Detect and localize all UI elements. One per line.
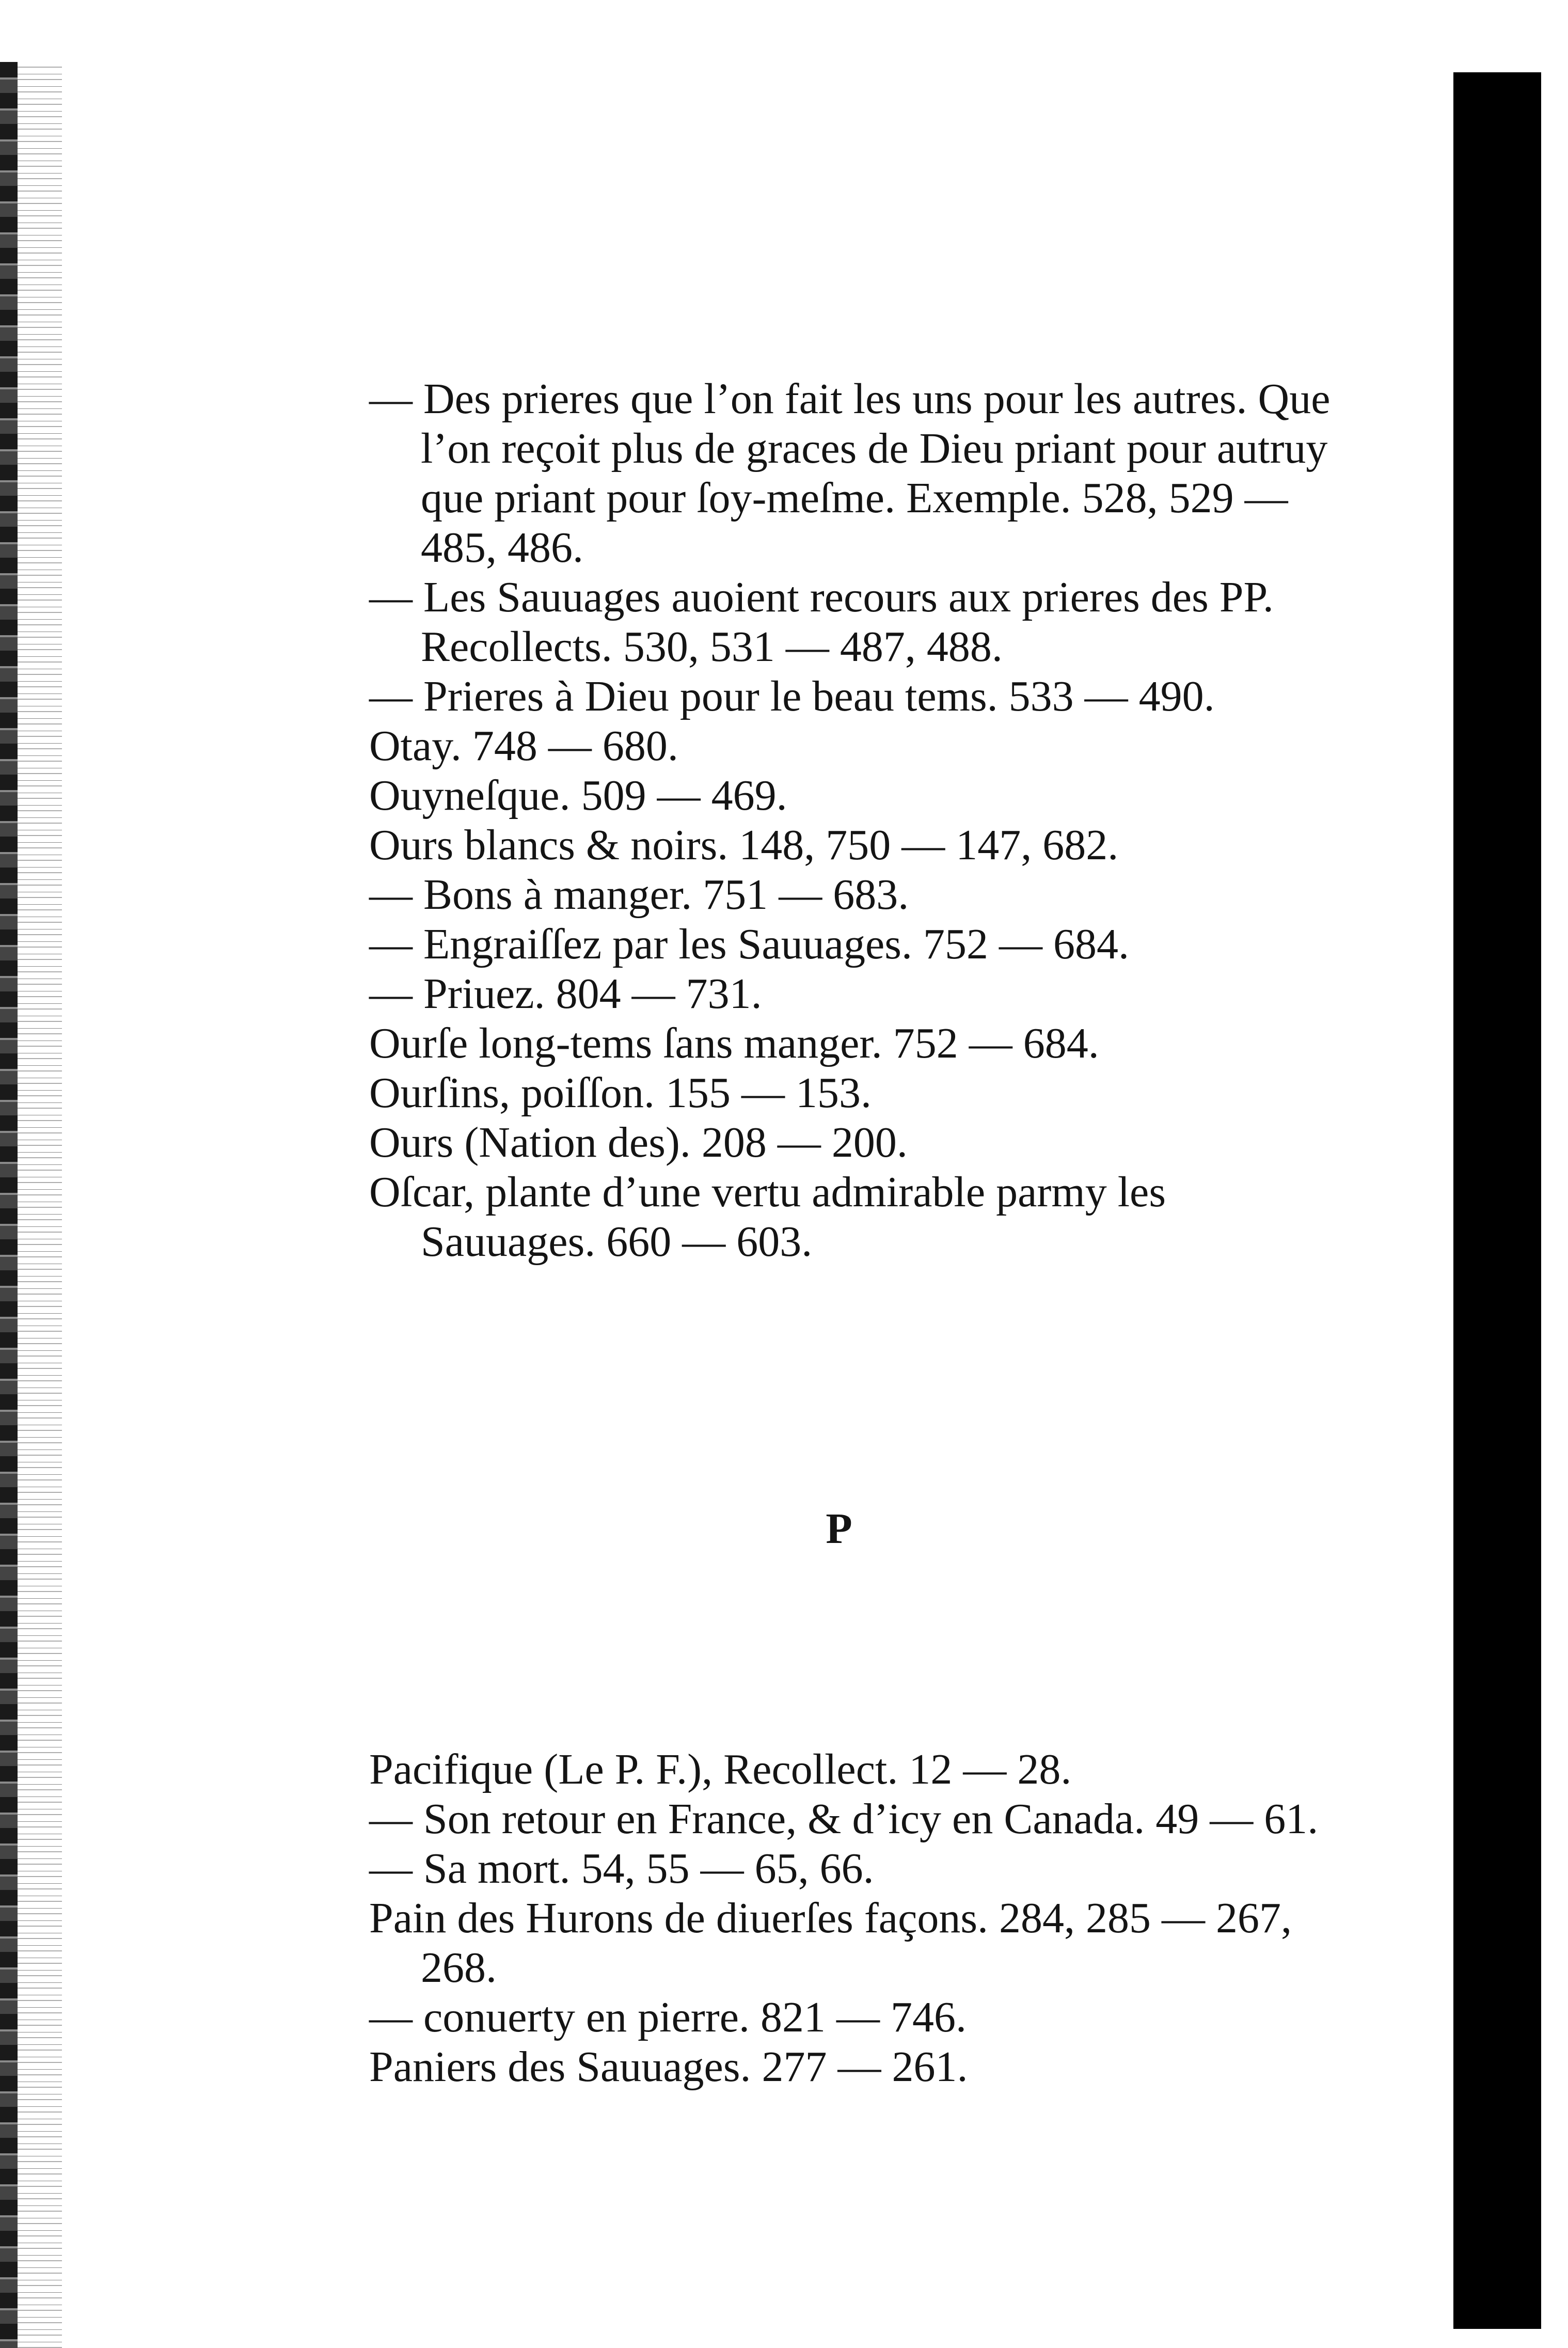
index-entry: Ourſins, poiſſon. 155 — 153. xyxy=(369,1069,872,1117)
index-section-p xyxy=(369,1745,1340,2092)
index-entry: Ourſe long-tems ſans manger. 752 — 684. xyxy=(369,1019,1099,1067)
index-entry: Ouyneſque. 509 — 469. xyxy=(369,771,787,820)
index-entry: Ours blancs & noirs. 148, 750 — 147, 682. xyxy=(369,821,1119,869)
scan-border-bar xyxy=(1453,72,1541,2329)
index-entry: — Engraiſſez par les Sauuages. 752 — 684. xyxy=(369,920,1129,968)
index-entry: — Des prieres que l’on fait les uns pour les autres. Que l’on reçoit plus de graces de Dieu priant pour autruy que priant pour ſoy-meſme. Exemple. 528, 529 — 485, 486. xyxy=(369,375,1331,572)
index-entry: — Son retour en France, & d’icy en Canada. 49 — 61. xyxy=(369,1795,1319,1843)
index-entry: Pain des Hurons de diuerſes façons. 284, 285 — 267, 268. xyxy=(369,1894,1292,1992)
index-page xyxy=(369,374,1340,2092)
index-entry: Paniers des Sauuages. 277 — 261. xyxy=(369,2043,968,2091)
index-entry: — Bons à manger. 751 — 683. xyxy=(369,871,909,919)
index-entry: — Sa mort. 54, 55 — 65, 66. xyxy=(369,1845,874,1893)
index-entry: Ours (Nation des). 208 — 200. xyxy=(369,1118,908,1167)
index-entry: — conuerty en pierre. 821 — 746. xyxy=(369,1993,967,2041)
index-entry: Otay. 748 — 680. xyxy=(369,722,678,770)
index-entry: — Priuez. 804 — 731. xyxy=(369,970,762,1018)
scan-binding-edge xyxy=(0,62,18,2348)
index-entry: — Prieres à Dieu pour le beau tems. 533 — 490. xyxy=(369,672,1215,720)
index-entry: Pacifique (Le P. F.), Recollect. 12 — 28. xyxy=(369,1745,1072,1793)
index-section-o xyxy=(369,374,1340,1267)
index-entry: — Les Sauuages auoient recours aux prieres des PP. Recollects. 530, 531 — 487, 488. xyxy=(369,573,1274,671)
index-entry: Oſcar, plante d’une vertu admirable parmy les Sauuages. 660 — 603. xyxy=(369,1168,1166,1266)
section-letter-heading: P xyxy=(826,1505,852,1553)
